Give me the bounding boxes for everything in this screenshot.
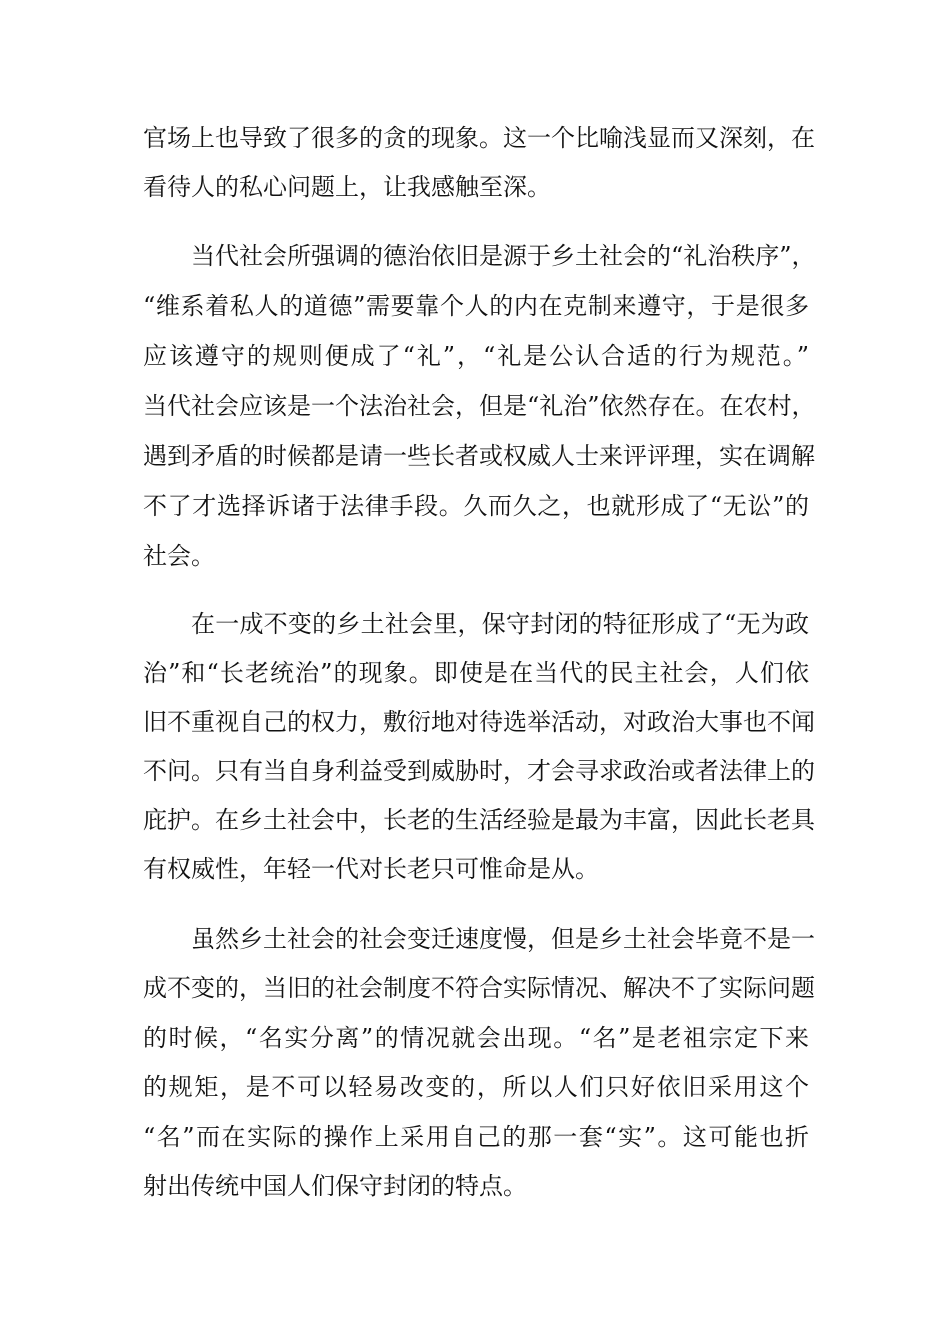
text-line: 官场上也导致了很多的贪的现象。这一个比喻浅显而又深刻，在 (143, 124, 815, 152)
text-line: “维系着私人的道德”需要靠个人的内在克制来遵守，于是很多 (143, 292, 809, 320)
text-line: 庇护。在乡土社会中，长老的生活经验是最为丰富，因此长老具 (143, 806, 815, 834)
text-line: 社会。 (143, 542, 215, 570)
text-line: 射出传统中国人们保守封闭的特点。 (143, 1172, 527, 1200)
text-line: 成不变的，当旧的社会制度不符合实际情况、解决不了实际问题 (143, 974, 815, 1002)
text-line: 的规矩，是不可以轻易改变的，所以人们只好依旧采用这个 (143, 1073, 809, 1101)
text-line: 在一成不变的乡土社会里，保守封闭的特征形成了“无为政 (191, 610, 809, 638)
text-line: 治”和“长老统治”的现象。即使是在当代的民主社会，人们依 (143, 659, 809, 687)
text-line: 看待人的私心问题上，让我感触至深。 (143, 173, 551, 201)
text-line: 遇到矛盾的时候都是请一些长者或权威人士来评评理，实在调解 (143, 442, 815, 470)
text-line: “名”而在实际的操作上采用自己的那一套“实”。这可能也折 (143, 1123, 809, 1151)
text-line: 当代社会应该是一个法治社会，但是“礼治”依然存在。在农村， (143, 392, 816, 420)
text-line: 应该遵守的规则便成了“礼”，“礼是公认合适的行为规范。” (143, 342, 809, 370)
text-line: 不问。只有当自身利益受到威胁时，才会寻求政治或者法律上的 (143, 757, 815, 785)
text-line: 的时候，“名实分离”的情况就会出现。“名”是老祖宗定下来 (143, 1024, 809, 1052)
text-line: 旧不重视自己的权力，敷衍地对待选举活动，对政治大事也不闻 (143, 708, 815, 736)
text-line: 不了才选择诉诸于法律手段。久而久之，也就形成了“无讼”的 (143, 492, 809, 520)
text-line: 当代社会所强调的德治依旧是源于乡土社会的“礼治秩序”， (191, 242, 816, 270)
text-line: 有权威性，年轻一代对长老只可惟命是从。 (143, 855, 599, 883)
text-line: 虽然乡土社会的社会变迁速度慢，但是乡土社会毕竟不是一 (191, 925, 815, 953)
